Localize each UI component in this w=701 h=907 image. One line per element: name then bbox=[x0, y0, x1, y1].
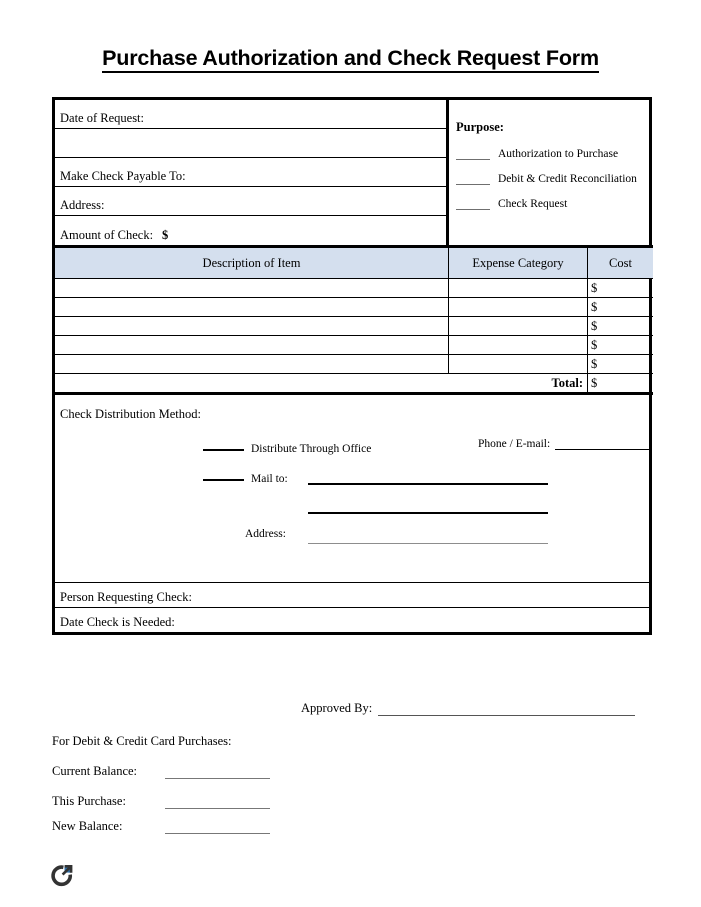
distribution-address-line-2[interactable] bbox=[308, 543, 548, 544]
distribution-address-label: Address: bbox=[245, 528, 286, 540]
column-header-description: Description of Item bbox=[55, 247, 449, 279]
table-row[interactable] bbox=[55, 355, 653, 374]
purpose-option-label: Authorization to Purchase bbox=[498, 148, 619, 160]
purpose-option-debit-credit-reconciliation[interactable] bbox=[456, 173, 643, 185]
cell-expense-category[interactable] bbox=[449, 355, 588, 374]
cell-expense-category[interactable] bbox=[449, 298, 588, 317]
request-info-fields bbox=[55, 100, 446, 245]
page-title bbox=[0, 46, 701, 71]
field-address[interactable] bbox=[55, 187, 446, 216]
person-requesting-label: Person Requesting Check: bbox=[60, 590, 192, 604]
amount-of-check-text: Amount of Check: bbox=[60, 228, 154, 242]
column-header-expense-category: Expense Category bbox=[449, 247, 588, 279]
check-distribution-section bbox=[55, 395, 649, 582]
purpose-checkbox-blank[interactable] bbox=[456, 173, 490, 185]
table-row[interactable] bbox=[55, 317, 653, 336]
approved-by-input-line[interactable] bbox=[378, 703, 635, 716]
approved-by-field[interactable] bbox=[301, 701, 635, 716]
cell-cost[interactable]: $ bbox=[588, 355, 654, 374]
cell-cost[interactable]: $ bbox=[588, 298, 654, 317]
card-purchases-heading: For Debit & Credit Card Purchases: bbox=[52, 734, 232, 748]
item-table-body bbox=[55, 279, 653, 394]
cell-expense-category[interactable] bbox=[449, 279, 588, 298]
field-make-check-payable-to[interactable] bbox=[55, 158, 446, 187]
item-table-header bbox=[55, 247, 653, 279]
mail-to-input-line[interactable] bbox=[308, 483, 548, 485]
item-table-header-row bbox=[55, 247, 653, 279]
top-section bbox=[55, 100, 649, 245]
external-link-circle-icon[interactable] bbox=[50, 863, 74, 887]
table-total-row bbox=[55, 374, 653, 394]
this-purchase-label: This Purchase: bbox=[52, 794, 126, 808]
purpose-checkbox-blank[interactable] bbox=[456, 148, 490, 160]
field-this-purchase[interactable] bbox=[52, 794, 270, 809]
cell-description[interactable] bbox=[55, 298, 449, 317]
current-balance-label: Current Balance: bbox=[52, 764, 138, 778]
date-needed-label: Date Check is Needed: bbox=[60, 615, 175, 629]
total-label: Total: bbox=[55, 374, 588, 394]
item-table bbox=[55, 245, 653, 395]
cell-description[interactable] bbox=[55, 355, 449, 374]
field-person-requesting-check[interactable] bbox=[55, 582, 649, 607]
distribution-blank-line[interactable] bbox=[203, 478, 244, 481]
new-balance-input-line[interactable] bbox=[165, 821, 270, 834]
field-current-balance[interactable] bbox=[52, 764, 270, 779]
table-row[interactable] bbox=[55, 336, 653, 355]
distribution-option-label: Distribute Through Office bbox=[251, 443, 372, 455]
main-form-box bbox=[52, 97, 652, 635]
date-of-request-label: Date of Request: bbox=[60, 111, 145, 125]
table-row[interactable] bbox=[55, 298, 653, 317]
this-purchase-input-line[interactable] bbox=[165, 796, 270, 809]
cell-cost[interactable]: $ bbox=[588, 317, 654, 336]
purpose-option-check-request[interactable] bbox=[456, 198, 643, 210]
cell-cost[interactable]: $ bbox=[588, 336, 654, 355]
new-balance-label: New Balance: bbox=[52, 819, 123, 833]
distribution-option-label: Mail to: bbox=[251, 473, 288, 485]
amount-currency-symbol: $ bbox=[162, 228, 169, 242]
purpose-option-label: Check Request bbox=[498, 198, 568, 210]
distribution-blank-line[interactable] bbox=[203, 448, 244, 451]
payable-to-label: Make Check Payable To: bbox=[60, 169, 186, 183]
cell-description[interactable] bbox=[55, 317, 449, 336]
distribution-address-line-1[interactable] bbox=[308, 512, 548, 514]
page-title-text: Purchase Authorization and Check Request Form bbox=[102, 46, 599, 73]
field-new-balance[interactable] bbox=[52, 819, 270, 834]
phone-email-label: Phone / E-mail: bbox=[478, 438, 551, 450]
cell-cost[interactable]: $ bbox=[588, 279, 654, 298]
field-date-check-is-needed[interactable] bbox=[55, 607, 649, 632]
field-blank-row[interactable] bbox=[55, 129, 446, 158]
purpose-option-label: Debit & Credit Reconciliation bbox=[498, 173, 637, 185]
cell-expense-category[interactable] bbox=[449, 317, 588, 336]
current-balance-input-line[interactable] bbox=[165, 766, 270, 779]
table-row[interactable] bbox=[55, 279, 653, 298]
approved-by-label: Approved By: bbox=[301, 701, 373, 715]
purpose-title: Purpose: bbox=[456, 120, 504, 134]
purpose-panel bbox=[446, 100, 649, 245]
distribution-title: Check Distribution Method: bbox=[60, 407, 201, 421]
field-amount-of-check[interactable] bbox=[55, 216, 446, 245]
cell-description[interactable] bbox=[55, 279, 449, 298]
distribution-option-mail-to[interactable] bbox=[203, 473, 288, 485]
address-label: Address: bbox=[60, 198, 105, 212]
distribution-option-through-office[interactable] bbox=[203, 443, 371, 455]
total-cost-cell[interactable]: $ bbox=[588, 374, 654, 394]
field-date-of-request[interactable] bbox=[55, 100, 446, 129]
phone-email-input-line[interactable] bbox=[555, 449, 649, 450]
purpose-checkbox-blank[interactable] bbox=[456, 198, 490, 210]
purpose-option-authorization-to-purchase[interactable] bbox=[456, 148, 643, 160]
cell-expense-category[interactable] bbox=[449, 336, 588, 355]
cell-description[interactable] bbox=[55, 336, 449, 355]
column-header-cost: Cost bbox=[588, 247, 654, 279]
amount-of-check-label bbox=[60, 228, 168, 243]
